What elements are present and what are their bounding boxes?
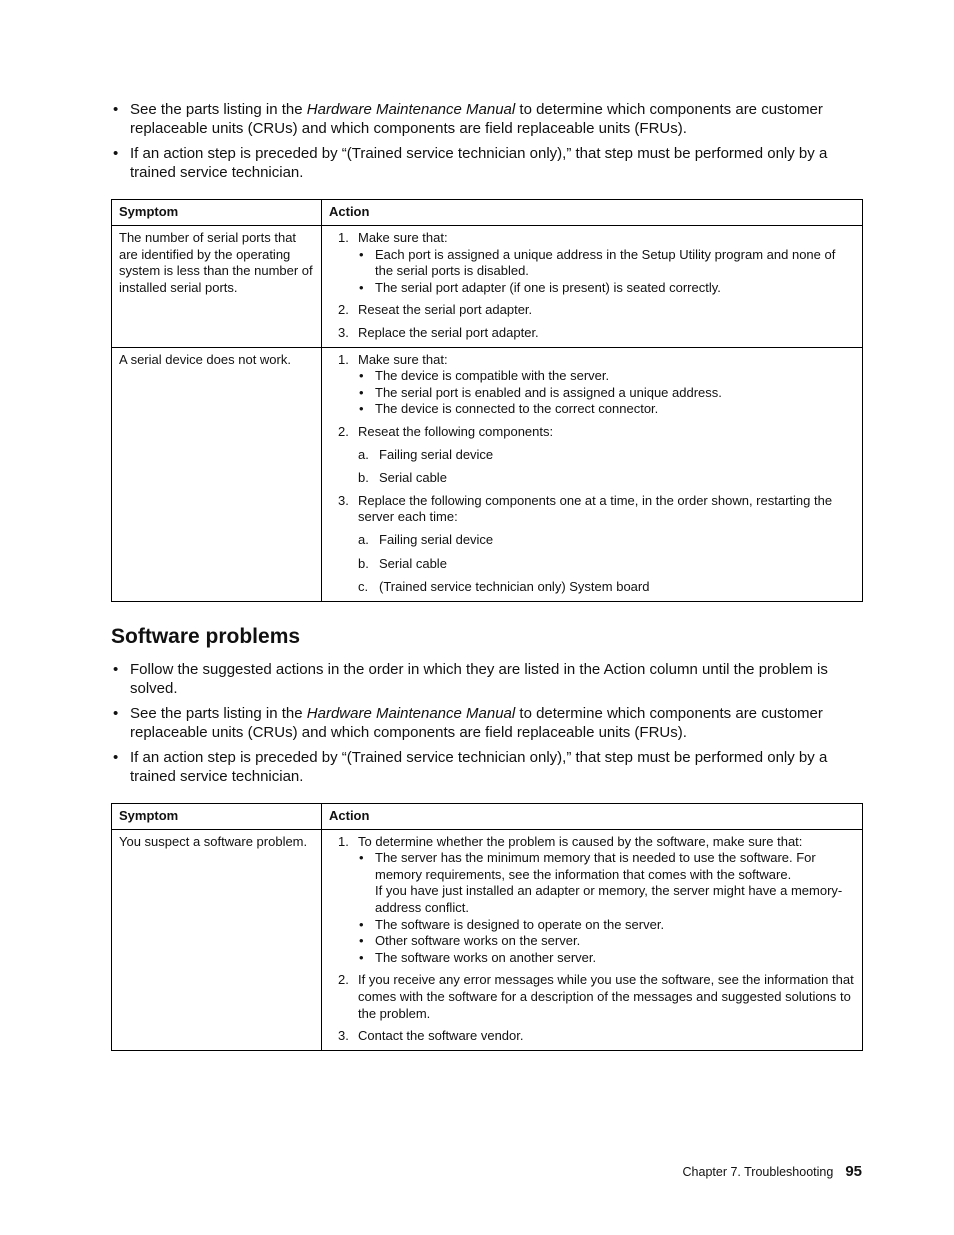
symptom-cell: A serial device does not work. <box>112 347 322 601</box>
step-number: 1. <box>338 351 349 367</box>
action-step <box>329 834 855 967</box>
step-bullet-text: The serial port is enabled and is assigned a unique address. <box>375 384 722 400</box>
action-step <box>329 424 855 487</box>
step-number: 2. <box>338 302 349 318</box>
bullet-item <box>111 748 863 786</box>
step-number: 2. <box>338 972 349 988</box>
symptom-header: Symptom <box>112 803 322 829</box>
action-steps <box>329 230 855 342</box>
step-subitem <box>358 532 855 549</box>
bullet-text: to determine which components are customer replaceable units (CRUs) and which components are field replaceable units (FRUs). <box>130 101 823 137</box>
step-number: 3. <box>338 1028 349 1044</box>
step-bullets <box>358 247 855 297</box>
action-steps <box>329 352 855 596</box>
subitem-text: Failing serial device <box>379 446 494 462</box>
step-bullet <box>358 401 855 418</box>
chapter-label: Chapter 7. Troubleshooting <box>682 1165 834 1179</box>
page-number: 95 <box>845 1163 862 1180</box>
page-footer <box>683 1163 862 1180</box>
step-number: 3. <box>338 492 349 508</box>
action-header: Action <box>322 803 863 829</box>
action-step <box>329 493 855 596</box>
step-text: Make sure that: <box>358 230 448 245</box>
step-text: Replace the serial port adapter. <box>358 324 539 340</box>
action-steps <box>329 834 855 1045</box>
subitem-letter: b. <box>358 470 369 486</box>
step-subitem <box>358 447 855 464</box>
step-bullet <box>358 850 855 916</box>
step-number: 2. <box>338 423 349 439</box>
bullet-item <box>111 660 863 698</box>
step-bullet <box>358 247 855 280</box>
step-text: Reseat the following components: <box>358 423 554 439</box>
action-step <box>329 325 855 342</box>
step-bullet-text: The device is connected to the correct connector. <box>375 401 659 417</box>
symptom-cell: You suspect a software problem. <box>112 829 322 1050</box>
action-step <box>329 302 855 319</box>
bullet-item <box>111 100 863 138</box>
subitem-letter: a. <box>358 446 369 462</box>
table-header-row <box>112 200 863 226</box>
action-step <box>329 972 855 1022</box>
subitem-text: Serial cable <box>379 555 447 571</box>
bullet-text: If an action step is preceded by “(Trained service technician only),” that step must be performed only by a trained service technician. <box>130 145 828 181</box>
software-problems-table <box>111 803 863 1051</box>
subitem-text: (Trained service technician only) System board <box>379 579 650 595</box>
step-number: 1. <box>338 230 349 245</box>
step-text: Replace the following components one at a time, in the order shown, restarting the server each time: <box>358 492 833 525</box>
table-row <box>112 226 863 348</box>
step-bullet <box>358 950 855 967</box>
step-subitems <box>358 447 855 487</box>
bullet-text: to determine which components are customer replaceable units (CRUs) and which components are field replaceable units (FRUs). <box>130 704 823 741</box>
step-text: Reseat the serial port adapter. <box>358 302 533 318</box>
symptom-header: Symptom <box>112 200 322 226</box>
section-bullet-list <box>111 660 863 786</box>
step-bullet <box>358 368 855 385</box>
step-text: Make sure that: <box>358 351 448 367</box>
step-bullets <box>358 850 855 966</box>
step-text: If you receive any error messages while you use the software, see the information that comes with the software for a description of the messages and suggested solutions to the problem. <box>358 972 854 1021</box>
subitem-letter: b. <box>358 555 369 571</box>
step-text: To determine whether the problem is caused by the software, make sure that: <box>358 833 803 849</box>
bullet-text: See the parts listing in the <box>130 101 307 118</box>
subitem-text: Failing serial device <box>379 531 494 547</box>
bullet-text: Follow the suggested actions in the order in which they are listed in the Action column until the problem is solved. <box>130 660 828 697</box>
action-cell <box>322 829 863 1050</box>
symptom-cell: The number of serial ports that are identified by the operating system is less than the number of installed serial ports. <box>112 226 322 348</box>
step-bullets <box>358 368 855 418</box>
action-header: Action <box>322 200 863 226</box>
subitem-letter: c. <box>358 579 369 595</box>
bullet-item <box>111 704 863 742</box>
step-bullet <box>358 917 855 934</box>
action-cell <box>322 226 863 348</box>
step-bullet-text: The server has the minimum memory that is needed to use the software. For memory requirements, see the information that comes with the software. If you have just installed an adapter or memory, the server might have a memory-address conflict. <box>375 850 843 916</box>
step-bullet-text: The device is compatible with the server. <box>375 368 610 384</box>
action-step <box>329 230 855 296</box>
bullet-text: See the parts listing in the <box>130 704 307 722</box>
table-row <box>112 347 863 601</box>
page-content <box>111 100 863 1051</box>
bullet-item <box>111 144 863 182</box>
step-number: 1. <box>338 833 349 849</box>
serial-problems-table <box>111 199 863 602</box>
section-title: Software problems <box>111 624 301 648</box>
bullet-text: If an action step is preceded by “(Trained service technician only),” that step must be performed only by a trained service technician. <box>130 748 828 785</box>
step-bullet-text: The serial port adapter (if one is present) is seated correctly. <box>375 279 721 295</box>
step-bullet <box>358 385 855 402</box>
step-bullet-text: Each port is assigned a unique address in the Setup Utility program and none of the serial ports is disabled. <box>375 246 836 279</box>
step-subitem <box>358 579 855 596</box>
step-subitem <box>358 556 855 573</box>
step-bullet-text: Other software works on the server. <box>375 933 581 949</box>
subitem-letter: a. <box>358 531 369 547</box>
subitem-text: Serial cable <box>379 470 447 486</box>
manual-title: Hardware Maintenance Manual <box>306 101 516 118</box>
action-cell <box>322 347 863 601</box>
step-bullet <box>358 280 855 297</box>
step-bullet-text: The software works on another server. <box>375 949 597 965</box>
step-bullet <box>358 933 855 950</box>
step-subitem <box>358 470 855 487</box>
intro-bullet-list <box>111 100 863 182</box>
table-row <box>112 829 863 1050</box>
step-subitems <box>358 532 855 596</box>
manual-title: Hardware Maintenance Manual <box>306 704 516 722</box>
action-step <box>329 1028 855 1045</box>
step-bullet-text: The software is designed to operate on the server. <box>375 916 665 932</box>
step-number: 3. <box>338 324 349 340</box>
step-text: Contact the software vendor. <box>358 1028 524 1044</box>
table-header-row <box>112 803 863 829</box>
action-step <box>329 352 855 418</box>
